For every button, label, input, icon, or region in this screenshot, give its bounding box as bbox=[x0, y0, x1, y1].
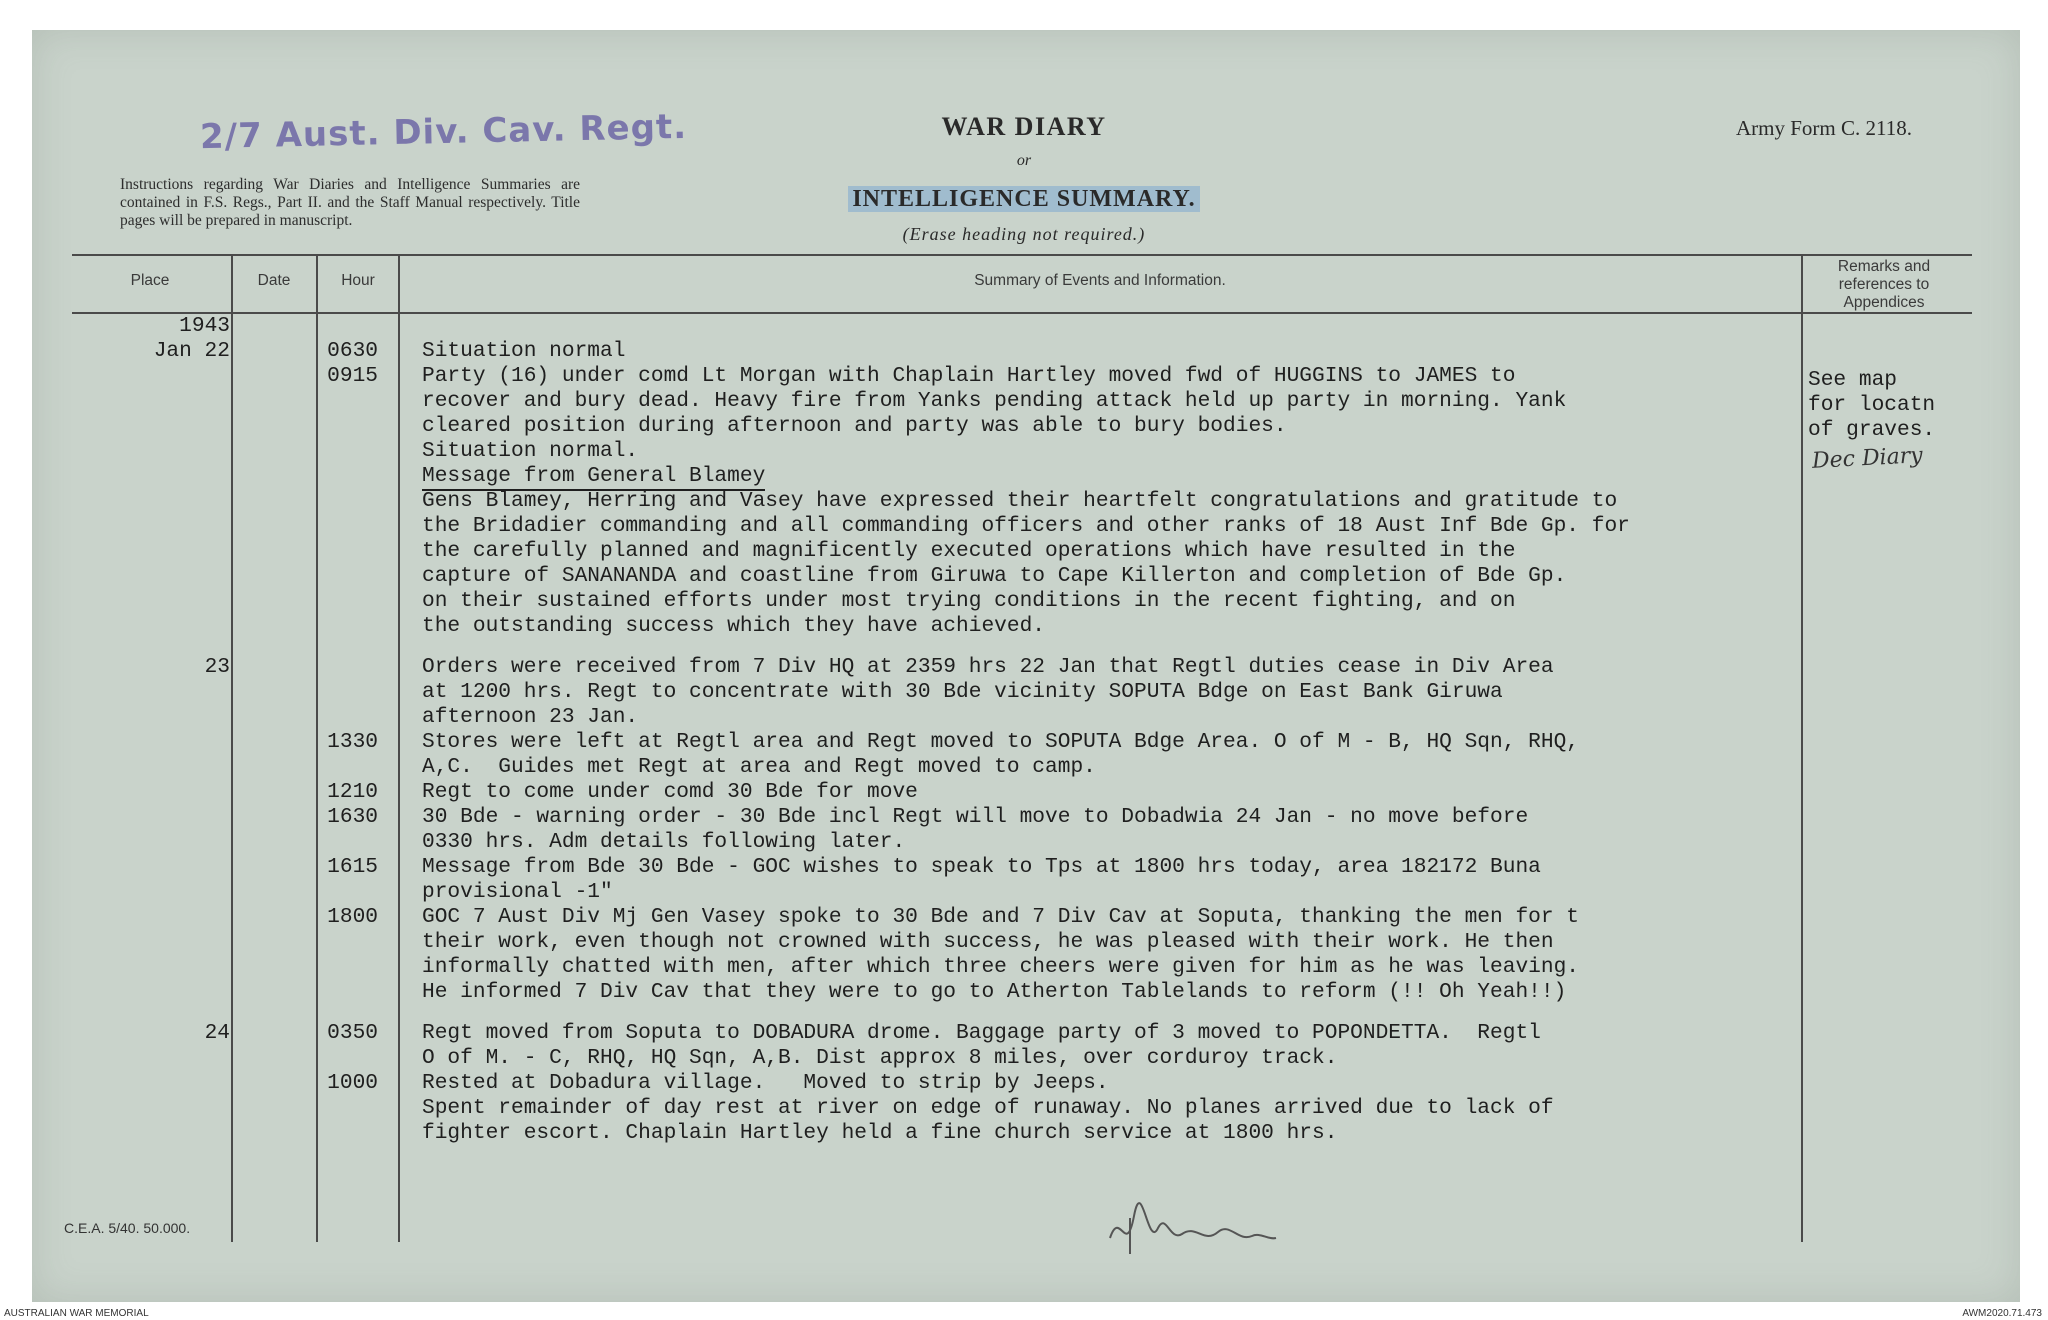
instructions-text: Instructions regarding War Diaries and Intelligence Summaries are contained in F.S. Regs., Part II. and the Staff Manual respectively. Title pages will be prepared in manuscript. bbox=[120, 176, 580, 229]
entry-text: their work, even though not crowned with success, he was pleased with their work. He then bbox=[422, 930, 1554, 954]
table-row bbox=[0, 730, 2048, 755]
entry-text: 30 Bde - warning order - 30 Bde incl Regt will move to Dobadwia 24 Jan - no move before bbox=[422, 805, 1529, 829]
remarks-line: of graves. bbox=[1808, 418, 1936, 442]
entry-text: Spent remainder of day rest at river on edge of runaway. No planes arrived due to lack of bbox=[422, 1096, 1554, 1120]
table-row bbox=[0, 1121, 2048, 1146]
table-row bbox=[0, 755, 2048, 780]
archive-reference: AWM2020.71.473 bbox=[1962, 1308, 2042, 1319]
page-title: WAR DIARY bbox=[941, 112, 1107, 141]
table-row bbox=[0, 364, 2048, 389]
entry-hour: 0630 bbox=[327, 339, 378, 363]
table-row bbox=[0, 655, 2048, 680]
entry-text: at 1200 hrs. Regt to concentrate with 30 Bde vicinity SOPUTA Bdge on East Bank Giruwa bbox=[422, 680, 1503, 704]
entry-hour: 1630 bbox=[327, 805, 378, 829]
entry-text: informally chatted with men, after which three cheers were given for him as he was leaving. bbox=[422, 955, 1580, 979]
column-header-date: Date bbox=[257, 272, 291, 289]
table-row bbox=[0, 314, 2048, 339]
column-header-remarks: Remarks and references to Appendices bbox=[1837, 258, 1931, 311]
entry-text: recover and bury dead. Heavy fire from Yanks pending attack held up party in morning. Yank bbox=[422, 389, 1567, 413]
table-row bbox=[0, 880, 2048, 905]
table-top-rule bbox=[72, 254, 1972, 256]
column-header-hour: Hour bbox=[341, 272, 375, 289]
archive-credit: AUSTRALIAN WAR MEMORIAL bbox=[4, 1308, 149, 1319]
army-form-number: Army Form C. 2118. bbox=[1736, 116, 1912, 140]
subtitle-highlight: INTELLIGENCE SUMMARY. bbox=[848, 186, 1199, 212]
entry-text: the Bridadier commanding and all commanding officers and other ranks of 18 Aust Inf Bde Gp. for bbox=[422, 514, 1630, 538]
column-header-summary: Summary of Events and Information. bbox=[974, 272, 1226, 289]
form-code: C.E.A. 5/40. 50.000. bbox=[64, 1220, 191, 1236]
entry-hour: 1000 bbox=[327, 1071, 378, 1095]
entry-text: GOC 7 Aust Div Mj Gen Vasey spoke to 30 Bde and 7 Div Cav at Soputa, thanking the men for t bbox=[422, 905, 1580, 929]
table-row bbox=[0, 905, 2048, 930]
table-row bbox=[0, 980, 2048, 1005]
handwritten-signature bbox=[1100, 1198, 1290, 1268]
table-row bbox=[0, 705, 2048, 730]
entry-hour: 1330 bbox=[327, 730, 378, 754]
entry-text: He informed 7 Div Cav that they were to go to Atherton Tablelands to reform (!! Oh Yeah!!) bbox=[422, 980, 1567, 1004]
entry-text: Message from General Blamey bbox=[422, 464, 765, 491]
page-subtitle bbox=[0, 186, 2048, 213]
entry-text: Party (16) under comd Lt Morgan with Chaplain Hartley moved fwd of HUGGINS to JAMES to bbox=[422, 364, 1516, 388]
remarks-line: See map bbox=[1808, 368, 1898, 392]
entry-date: 1943 bbox=[179, 314, 230, 338]
table-row bbox=[0, 1046, 2048, 1071]
table-row bbox=[0, 564, 2048, 589]
entry-text: O of M. - C, RHQ, HQ Sqn, A,B. Dist approx 8 miles, over corduroy track. bbox=[422, 1046, 1338, 1070]
entry-text: Message from Bde 30 Bde - GOC wishes to speak to Tps at 1800 hrs today, area 182172 Buna bbox=[422, 855, 1541, 879]
table-row bbox=[0, 930, 2048, 955]
table-row bbox=[0, 489, 2048, 514]
entry-text: the carefully planned and magnificently executed operations which have resulted in the bbox=[422, 539, 1516, 563]
entry-text: Regt to come under comd 30 Bde for move bbox=[422, 780, 918, 804]
table-row bbox=[0, 339, 2048, 364]
handwritten-remark: Dec Diary bbox=[1811, 443, 1924, 474]
table-row bbox=[0, 1096, 2048, 1121]
entry-text: provisional -1" bbox=[422, 880, 613, 904]
table-row bbox=[0, 614, 2048, 639]
entry-date: Jan 22 bbox=[153, 339, 230, 363]
table-row bbox=[0, 855, 2048, 880]
table-row bbox=[0, 805, 2048, 830]
entry-hour: 0915 bbox=[327, 364, 378, 388]
entry-text: Situation normal. bbox=[422, 439, 639, 463]
table-row bbox=[0, 1071, 2048, 1096]
table-row bbox=[0, 830, 2048, 855]
erase-note: (Erase heading not required.) bbox=[902, 224, 1146, 244]
column-header-place: Place bbox=[130, 272, 170, 289]
remarks-line: for locatn bbox=[1808, 393, 1936, 417]
entry-text: on their sustained efforts under most trying conditions in the recent fighting, and on bbox=[422, 589, 1516, 613]
entry-hour: 0350 bbox=[327, 1021, 378, 1045]
unit-stamp: 2/7 Aust. Div. Cav. Regt. bbox=[199, 106, 688, 158]
entry-text: Orders were received from 7 Div HQ at 2359 hrs 22 Jan that Regtl duties cease in Div Area bbox=[422, 655, 1554, 679]
entry-text: afternoon 23 Jan. bbox=[422, 705, 639, 729]
entry-text: 0330 hrs. Adm details following later. bbox=[422, 830, 906, 854]
entry-hour: 1800 bbox=[327, 905, 378, 929]
table-row bbox=[0, 780, 2048, 805]
entry-text: fighter escort. Chaplain Hartley held a fine church service at 1800 hrs. bbox=[422, 1121, 1338, 1145]
entry-text: Rested at Dobadura village. Moved to strip by Jeeps. bbox=[422, 1071, 1109, 1095]
entry-text: A,C. Guides met Regt at area and Regt moved to camp. bbox=[422, 755, 1096, 779]
table-row bbox=[0, 680, 2048, 705]
entry-date: 24 bbox=[204, 1021, 230, 1045]
table-row bbox=[0, 1021, 2048, 1046]
entry-text: cleared position during afternoon and party was able to bury bodies. bbox=[422, 414, 1287, 438]
table-row bbox=[0, 955, 2048, 980]
table-row bbox=[0, 464, 2048, 489]
table-row bbox=[0, 539, 2048, 564]
table-row bbox=[0, 389, 2048, 414]
table-row bbox=[0, 439, 2048, 464]
entry-hour: 1210 bbox=[327, 780, 378, 804]
entry-text: Gens Blamey, Herring and Vasey have expressed their heartfelt congratulations and gratitude to bbox=[422, 489, 1618, 513]
or-text: or bbox=[1016, 152, 1032, 169]
entry-text: Stores were left at Regtl area and Regt moved to SOPUTA Bdge Area. O of M - B, HQ Sqn, RHQ, bbox=[422, 730, 1580, 754]
table-row bbox=[0, 414, 2048, 439]
table-row bbox=[0, 589, 2048, 614]
table-row bbox=[0, 514, 2048, 539]
entry-text: Situation normal bbox=[422, 339, 626, 363]
entry-text: capture of SANANANDA and coastline from Giruwa to Cape Killerton and completion of Bde Gp. bbox=[422, 564, 1567, 588]
entry-text: the outstanding success which they have achieved. bbox=[422, 614, 1046, 638]
entry-text: Regt moved from Soputa to DOBADURA drome. Baggage party of 3 moved to POPONDETTA. Regtl bbox=[422, 1021, 1541, 1045]
entry-hour: 1615 bbox=[327, 855, 378, 879]
entry-date: 23 bbox=[204, 655, 230, 679]
